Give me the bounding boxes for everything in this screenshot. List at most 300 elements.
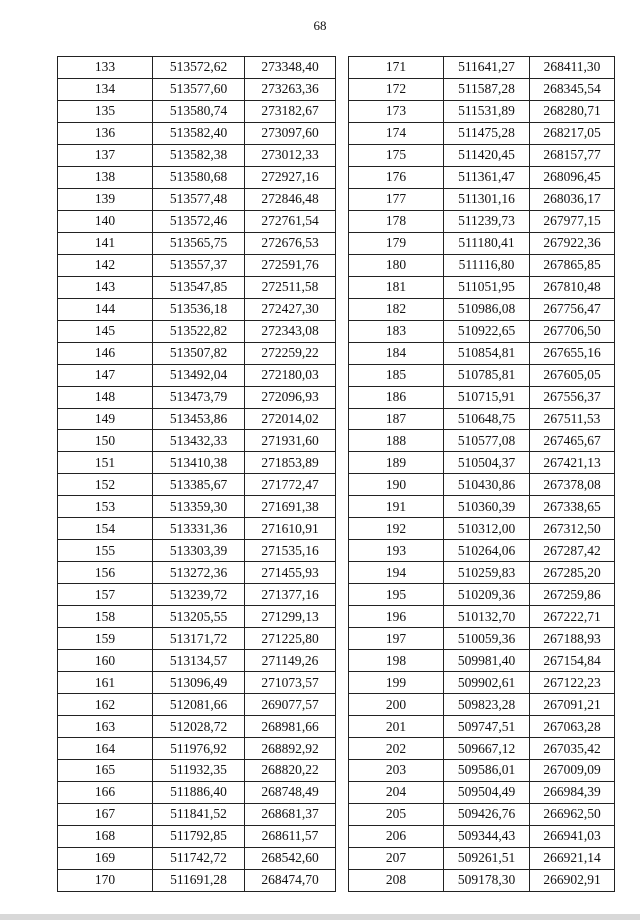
x-coordinate-cell: 513577,60	[153, 78, 245, 100]
x-coordinate-cell: 510922,65	[444, 320, 530, 342]
point-number-cell: 168	[58, 825, 153, 847]
table-row	[58, 430, 336, 452]
point-number-cell: 146	[58, 342, 153, 364]
x-coordinate-cell: 511180,41	[444, 232, 530, 254]
table-row	[58, 825, 336, 847]
y-coordinate-cell: 267222,71	[530, 606, 615, 628]
table-row	[58, 474, 336, 496]
y-coordinate-cell: 273097,60	[245, 122, 336, 144]
y-coordinate-cell: 267706,50	[530, 320, 615, 342]
point-number-cell: 142	[58, 254, 153, 276]
x-coordinate-cell: 510577,08	[444, 430, 530, 452]
x-coordinate-cell: 513239,72	[153, 584, 245, 606]
y-coordinate-cell: 267259,86	[530, 584, 615, 606]
x-coordinate-cell: 513134,57	[153, 650, 245, 672]
y-coordinate-cell: 272014,02	[245, 408, 336, 430]
x-coordinate-cell: 511051,95	[444, 276, 530, 298]
x-coordinate-cell: 511792,85	[153, 825, 245, 847]
x-coordinate-cell: 509261,51	[444, 847, 530, 869]
y-coordinate-cell: 268542,60	[245, 847, 336, 869]
table-row	[349, 320, 615, 342]
table-row	[58, 540, 336, 562]
table-row	[58, 562, 336, 584]
page-bottom-edge	[0, 914, 640, 920]
point-number-cell: 170	[58, 869, 153, 891]
point-number-cell: 164	[58, 738, 153, 760]
y-coordinate-cell: 272846,48	[245, 188, 336, 210]
y-coordinate-cell: 267865,85	[530, 254, 615, 276]
x-coordinate-cell: 513565,75	[153, 232, 245, 254]
y-coordinate-cell: 267922,36	[530, 232, 615, 254]
x-coordinate-cell: 513272,36	[153, 562, 245, 584]
table-row	[58, 694, 336, 716]
table-row	[58, 803, 336, 825]
table-row	[58, 628, 336, 650]
table-row	[349, 342, 615, 364]
y-coordinate-cell: 268820,22	[245, 760, 336, 782]
table-row	[349, 672, 615, 694]
point-number-cell: 208	[349, 869, 444, 891]
table-row	[58, 276, 336, 298]
y-coordinate-cell: 267655,16	[530, 342, 615, 364]
table-row	[58, 518, 336, 540]
point-number-cell: 159	[58, 628, 153, 650]
table-row	[349, 78, 615, 100]
x-coordinate-cell: 509747,51	[444, 716, 530, 738]
table-row	[58, 760, 336, 782]
y-coordinate-cell: 268474,70	[245, 869, 336, 891]
y-coordinate-cell: 271535,16	[245, 540, 336, 562]
x-coordinate-cell: 510264,06	[444, 540, 530, 562]
point-number-cell: 156	[58, 562, 153, 584]
x-coordinate-cell: 510059,36	[444, 628, 530, 650]
x-coordinate-cell: 511239,73	[444, 210, 530, 232]
table-row	[58, 847, 336, 869]
y-coordinate-cell: 271149,26	[245, 650, 336, 672]
y-coordinate-cell: 272591,76	[245, 254, 336, 276]
point-number-cell: 144	[58, 298, 153, 320]
table-row	[58, 166, 336, 188]
point-number-cell: 141	[58, 232, 153, 254]
y-coordinate-cell: 273348,40	[245, 57, 336, 79]
point-number-cell: 173	[349, 100, 444, 122]
table-row	[349, 628, 615, 650]
table-row	[349, 430, 615, 452]
table-row	[349, 100, 615, 122]
point-number-cell: 171	[349, 57, 444, 79]
x-coordinate-cell: 511116,80	[444, 254, 530, 276]
table-row	[349, 738, 615, 760]
x-coordinate-cell: 511976,92	[153, 738, 245, 760]
point-number-cell: 195	[349, 584, 444, 606]
table-row	[58, 408, 336, 430]
table-row	[58, 584, 336, 606]
x-coordinate-cell: 513582,38	[153, 144, 245, 166]
table-row	[349, 584, 615, 606]
y-coordinate-cell: 271772,47	[245, 474, 336, 496]
point-number-cell: 179	[349, 232, 444, 254]
table-row	[349, 650, 615, 672]
x-coordinate-cell: 511587,28	[444, 78, 530, 100]
y-coordinate-cell: 268217,05	[530, 122, 615, 144]
table-row	[58, 254, 336, 276]
table-row	[349, 298, 615, 320]
x-coordinate-cell: 511641,27	[444, 57, 530, 79]
table-row	[58, 364, 336, 386]
table-row	[349, 540, 615, 562]
x-coordinate-cell: 510986,08	[444, 298, 530, 320]
point-number-cell: 190	[349, 474, 444, 496]
y-coordinate-cell: 268280,71	[530, 100, 615, 122]
table-row	[349, 276, 615, 298]
x-coordinate-cell: 513536,18	[153, 298, 245, 320]
table-row	[349, 825, 615, 847]
x-coordinate-cell: 510209,36	[444, 584, 530, 606]
y-coordinate-cell: 267338,65	[530, 496, 615, 518]
point-number-cell: 160	[58, 650, 153, 672]
point-number-cell: 139	[58, 188, 153, 210]
point-number-cell: 205	[349, 803, 444, 825]
coordinates-table-right	[348, 56, 615, 892]
point-number-cell: 163	[58, 716, 153, 738]
point-number-cell: 133	[58, 57, 153, 79]
x-coordinate-cell: 513473,79	[153, 386, 245, 408]
table-row	[58, 232, 336, 254]
point-number-cell: 198	[349, 650, 444, 672]
y-coordinate-cell: 272511,58	[245, 276, 336, 298]
x-coordinate-cell: 513557,37	[153, 254, 245, 276]
y-coordinate-cell: 267188,93	[530, 628, 615, 650]
y-coordinate-cell: 272427,30	[245, 298, 336, 320]
point-number-cell: 150	[58, 430, 153, 452]
x-coordinate-cell: 510430,86	[444, 474, 530, 496]
point-number-cell: 140	[58, 210, 153, 232]
x-coordinate-cell: 510504,37	[444, 452, 530, 474]
table-row	[349, 694, 615, 716]
x-coordinate-cell: 513492,04	[153, 364, 245, 386]
table-row	[58, 298, 336, 320]
point-number-cell: 162	[58, 694, 153, 716]
table-row	[58, 606, 336, 628]
table-row	[58, 188, 336, 210]
x-coordinate-cell: 509586,01	[444, 760, 530, 782]
x-coordinate-cell: 511886,40	[153, 781, 245, 803]
y-coordinate-cell: 272927,16	[245, 166, 336, 188]
y-coordinate-cell: 268892,92	[245, 738, 336, 760]
point-number-cell: 174	[349, 122, 444, 144]
point-number-cell: 135	[58, 100, 153, 122]
point-number-cell: 149	[58, 408, 153, 430]
point-number-cell: 145	[58, 320, 153, 342]
y-coordinate-cell: 267421,13	[530, 452, 615, 474]
x-coordinate-cell: 513572,46	[153, 210, 245, 232]
y-coordinate-cell: 267287,42	[530, 540, 615, 562]
point-number-cell: 183	[349, 320, 444, 342]
point-number-cell: 189	[349, 452, 444, 474]
point-number-cell: 137	[58, 144, 153, 166]
x-coordinate-cell: 512081,66	[153, 694, 245, 716]
point-number-cell: 169	[58, 847, 153, 869]
y-coordinate-cell: 268411,30	[530, 57, 615, 79]
y-coordinate-cell: 272343,08	[245, 320, 336, 342]
y-coordinate-cell: 273012,33	[245, 144, 336, 166]
table-row	[349, 57, 615, 79]
x-coordinate-cell: 510360,39	[444, 496, 530, 518]
table-row	[58, 78, 336, 100]
point-number-cell: 199	[349, 672, 444, 694]
table-row	[58, 452, 336, 474]
table-row	[58, 738, 336, 760]
y-coordinate-cell: 267035,42	[530, 738, 615, 760]
table-row	[349, 847, 615, 869]
table-row	[58, 144, 336, 166]
x-coordinate-cell: 511531,89	[444, 100, 530, 122]
x-coordinate-cell: 511361,47	[444, 166, 530, 188]
x-coordinate-cell: 509344,43	[444, 825, 530, 847]
point-number-cell: 172	[349, 78, 444, 100]
table-row	[349, 474, 615, 496]
point-number-cell: 180	[349, 254, 444, 276]
point-number-cell: 138	[58, 166, 153, 188]
x-coordinate-cell: 513096,49	[153, 672, 245, 694]
table-row	[58, 100, 336, 122]
x-coordinate-cell: 513580,74	[153, 100, 245, 122]
y-coordinate-cell: 266941,03	[530, 825, 615, 847]
point-number-cell: 184	[349, 342, 444, 364]
point-number-cell: 191	[349, 496, 444, 518]
y-coordinate-cell: 268611,57	[245, 825, 336, 847]
point-number-cell: 151	[58, 452, 153, 474]
table-row	[349, 803, 615, 825]
y-coordinate-cell: 267977,15	[530, 210, 615, 232]
table-row	[349, 518, 615, 540]
table-row	[58, 342, 336, 364]
y-coordinate-cell: 268748,49	[245, 781, 336, 803]
y-coordinate-cell: 271853,89	[245, 452, 336, 474]
x-coordinate-cell: 513359,30	[153, 496, 245, 518]
point-number-cell: 181	[349, 276, 444, 298]
x-coordinate-cell: 512028,72	[153, 716, 245, 738]
x-coordinate-cell: 513410,38	[153, 452, 245, 474]
y-coordinate-cell: 267091,21	[530, 694, 615, 716]
point-number-cell: 196	[349, 606, 444, 628]
point-number-cell: 176	[349, 166, 444, 188]
y-coordinate-cell: 267154,84	[530, 650, 615, 672]
x-coordinate-cell: 513171,72	[153, 628, 245, 650]
point-number-cell: 193	[349, 540, 444, 562]
y-coordinate-cell: 268981,66	[245, 716, 336, 738]
y-coordinate-cell: 271610,91	[245, 518, 336, 540]
point-number-cell: 200	[349, 694, 444, 716]
point-number-cell: 197	[349, 628, 444, 650]
y-coordinate-cell: 271455,93	[245, 562, 336, 584]
y-coordinate-cell: 267810,48	[530, 276, 615, 298]
point-number-cell: 192	[349, 518, 444, 540]
y-coordinate-cell: 267285,20	[530, 562, 615, 584]
point-number-cell: 182	[349, 298, 444, 320]
y-coordinate-cell: 271299,13	[245, 606, 336, 628]
x-coordinate-cell: 511691,28	[153, 869, 245, 891]
y-coordinate-cell: 268157,77	[530, 144, 615, 166]
table-row	[58, 57, 336, 79]
x-coordinate-cell: 511932,35	[153, 760, 245, 782]
y-coordinate-cell: 268345,54	[530, 78, 615, 100]
table-row	[58, 650, 336, 672]
y-coordinate-cell: 267605,05	[530, 364, 615, 386]
x-coordinate-cell: 513331,36	[153, 518, 245, 540]
point-number-cell: 187	[349, 408, 444, 430]
table-row	[349, 408, 615, 430]
point-number-cell: 157	[58, 584, 153, 606]
y-coordinate-cell: 271931,60	[245, 430, 336, 452]
x-coordinate-cell: 513547,85	[153, 276, 245, 298]
x-coordinate-cell: 513577,48	[153, 188, 245, 210]
point-number-cell: 186	[349, 386, 444, 408]
x-coordinate-cell: 513522,82	[153, 320, 245, 342]
x-coordinate-cell: 511841,52	[153, 803, 245, 825]
y-coordinate-cell: 271377,16	[245, 584, 336, 606]
table-row	[349, 606, 615, 628]
point-number-cell: 188	[349, 430, 444, 452]
point-number-cell: 143	[58, 276, 153, 298]
point-number-cell: 177	[349, 188, 444, 210]
y-coordinate-cell: 267756,47	[530, 298, 615, 320]
y-coordinate-cell: 267556,37	[530, 386, 615, 408]
table-row	[349, 210, 615, 232]
x-coordinate-cell: 510785,81	[444, 364, 530, 386]
y-coordinate-cell: 268681,37	[245, 803, 336, 825]
x-coordinate-cell: 509823,28	[444, 694, 530, 716]
y-coordinate-cell: 266921,14	[530, 847, 615, 869]
point-number-cell: 166	[58, 781, 153, 803]
point-number-cell: 136	[58, 122, 153, 144]
y-coordinate-cell: 267312,50	[530, 518, 615, 540]
point-number-cell: 178	[349, 210, 444, 232]
point-number-cell: 202	[349, 738, 444, 760]
table-row	[349, 562, 615, 584]
y-coordinate-cell: 268036,17	[530, 188, 615, 210]
table-row	[349, 122, 615, 144]
point-number-cell: 175	[349, 144, 444, 166]
x-coordinate-cell: 510312,00	[444, 518, 530, 540]
y-coordinate-cell: 267009,09	[530, 760, 615, 782]
point-number-cell: 201	[349, 716, 444, 738]
x-coordinate-cell: 511475,28	[444, 122, 530, 144]
y-coordinate-cell: 266962,50	[530, 803, 615, 825]
y-coordinate-cell: 266984,39	[530, 781, 615, 803]
x-coordinate-cell: 510854,81	[444, 342, 530, 364]
point-number-cell: 185	[349, 364, 444, 386]
x-coordinate-cell: 510648,75	[444, 408, 530, 430]
x-coordinate-cell: 509667,12	[444, 738, 530, 760]
table-row	[349, 716, 615, 738]
x-coordinate-cell: 513432,33	[153, 430, 245, 452]
table-row	[58, 210, 336, 232]
point-number-cell: 204	[349, 781, 444, 803]
table-row	[349, 364, 615, 386]
table-row	[349, 232, 615, 254]
table-row	[349, 496, 615, 518]
table-row	[349, 760, 615, 782]
x-coordinate-cell: 509981,40	[444, 650, 530, 672]
table-row	[58, 672, 336, 694]
point-number-cell: 152	[58, 474, 153, 496]
point-number-cell: 154	[58, 518, 153, 540]
y-coordinate-cell: 273263,36	[245, 78, 336, 100]
point-number-cell: 161	[58, 672, 153, 694]
y-coordinate-cell: 267063,28	[530, 716, 615, 738]
point-number-cell: 207	[349, 847, 444, 869]
y-coordinate-cell: 271225,80	[245, 628, 336, 650]
point-number-cell: 134	[58, 78, 153, 100]
point-number-cell: 155	[58, 540, 153, 562]
x-coordinate-cell: 513205,55	[153, 606, 245, 628]
x-coordinate-cell: 509902,61	[444, 672, 530, 694]
y-coordinate-cell: 272676,53	[245, 232, 336, 254]
x-coordinate-cell: 511742,72	[153, 847, 245, 869]
table-row	[58, 716, 336, 738]
table-row	[58, 781, 336, 803]
point-number-cell: 203	[349, 760, 444, 782]
table-row	[349, 254, 615, 276]
x-coordinate-cell: 510132,70	[444, 606, 530, 628]
y-coordinate-cell: 267122,23	[530, 672, 615, 694]
table-row	[58, 122, 336, 144]
coordinates-table-left	[57, 56, 336, 892]
point-number-cell: 147	[58, 364, 153, 386]
y-coordinate-cell: 267465,67	[530, 430, 615, 452]
table-row	[349, 166, 615, 188]
point-number-cell: 153	[58, 496, 153, 518]
y-coordinate-cell: 269077,57	[245, 694, 336, 716]
point-number-cell: 148	[58, 386, 153, 408]
y-coordinate-cell: 272259,22	[245, 342, 336, 364]
table-row	[349, 144, 615, 166]
point-number-cell: 194	[349, 562, 444, 584]
x-coordinate-cell: 513453,86	[153, 408, 245, 430]
point-number-cell: 206	[349, 825, 444, 847]
y-coordinate-cell: 271691,38	[245, 496, 336, 518]
x-coordinate-cell: 513572,62	[153, 57, 245, 79]
x-coordinate-cell: 513303,39	[153, 540, 245, 562]
y-coordinate-cell: 273182,67	[245, 100, 336, 122]
y-coordinate-cell: 266902,91	[530, 869, 615, 891]
y-coordinate-cell: 268096,45	[530, 166, 615, 188]
x-coordinate-cell: 510715,91	[444, 386, 530, 408]
point-number-cell: 158	[58, 606, 153, 628]
table-row	[349, 188, 615, 210]
x-coordinate-cell: 511420,45	[444, 144, 530, 166]
x-coordinate-cell: 509504,49	[444, 781, 530, 803]
y-coordinate-cell: 267511,53	[530, 408, 615, 430]
point-number-cell: 167	[58, 803, 153, 825]
table-row	[349, 452, 615, 474]
table-row	[58, 869, 336, 891]
x-coordinate-cell: 513580,68	[153, 166, 245, 188]
point-number-cell: 165	[58, 760, 153, 782]
table-row	[58, 320, 336, 342]
x-coordinate-cell: 513385,67	[153, 474, 245, 496]
table-row	[58, 496, 336, 518]
x-coordinate-cell: 509426,76	[444, 803, 530, 825]
x-coordinate-cell: 513582,40	[153, 122, 245, 144]
y-coordinate-cell: 272180,03	[245, 364, 336, 386]
x-coordinate-cell: 510259,83	[444, 562, 530, 584]
page-number: 68	[313, 18, 327, 33]
table-row	[349, 869, 615, 891]
x-coordinate-cell: 513507,82	[153, 342, 245, 364]
y-coordinate-cell: 272096,93	[245, 386, 336, 408]
